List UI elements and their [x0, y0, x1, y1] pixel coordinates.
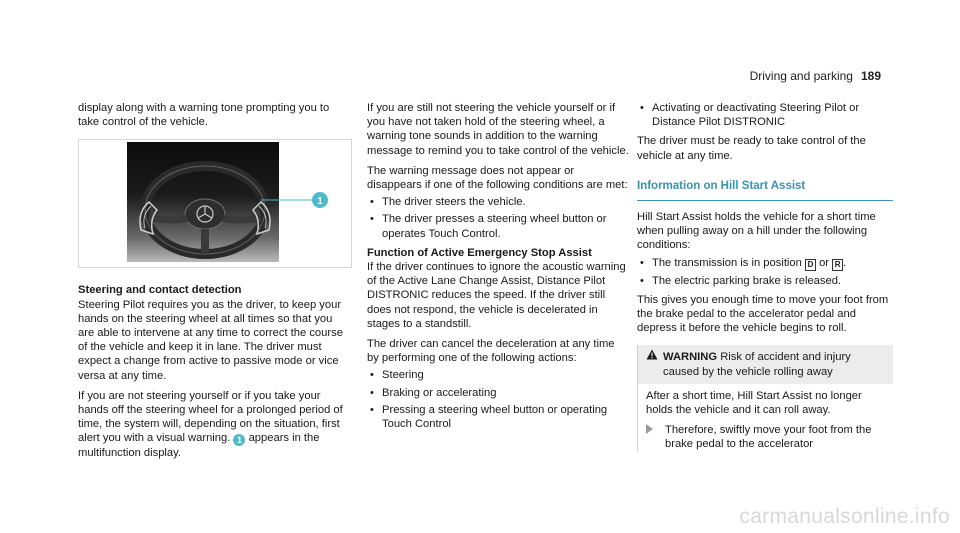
bullet-icon: •: [370, 213, 374, 226]
col2-para3: If the driver continues to ignore the acoustic warning of the Active Lane Change Assist, Distance Pilot DISTRONIC reduces the speed. If the driver still does not respond, the vehicle is decelerated in stages to a standstill.: [367, 261, 626, 330]
bullet-icon: •: [640, 274, 644, 287]
col1-para2: [78, 389, 350, 461]
col1-para2-a: If you are not steering yourself or if you take your hands off the steering wheel for a prolonged period of time, the system will, depending on the situation, first alert you with a visual warning.: [78, 389, 343, 445]
figure-callout-label: 1: [317, 196, 323, 208]
bullet-icon: •: [370, 386, 374, 399]
list-item: [367, 368, 629, 382]
list-item-text: The driver presses a steering wheel button or operates Touch Control.: [382, 213, 607, 240]
list-item: [367, 386, 629, 400]
column-3: [637, 101, 893, 452]
col3-list1: [637, 101, 893, 129]
list-item: [637, 101, 893, 129]
warning-header: [638, 345, 893, 383]
bullet-icon: •: [370, 403, 374, 416]
bullet-icon: •: [640, 102, 644, 114]
bullet-icon: •: [640, 256, 644, 269]
col1-intro: display along with a warning tone prompting you to take control of the vehicle.: [78, 102, 330, 129]
col2-para2: The warning message does not appear or disappears if one of the following conditions are met:: [367, 164, 628, 192]
col3-para2: Hill Start Assist holds the vehicle for a short time when pulling away on a hill under the following conditions:: [637, 211, 876, 252]
list-item-text: Steering: [382, 369, 424, 382]
col2-para4: The driver can cancel the deceleration at any time by performing one of the following actions:: [367, 338, 615, 365]
page-header-title: Driving and parking: [749, 69, 853, 83]
list-item-text: The driver steers the vehicle.: [382, 196, 526, 209]
col2-list1: [367, 195, 629, 241]
list-item: [637, 274, 893, 288]
page-number: 189: [860, 69, 881, 83]
list-item-text: Braking or accelerating: [382, 386, 497, 399]
list-item-text: The electric parking brake is released.: [652, 274, 842, 287]
bullet-icon: •: [370, 369, 374, 382]
warning-label: WARNING: [663, 351, 718, 364]
action-arrow-icon: [646, 424, 653, 434]
col2-para1: If you are still not steering the vehicle yourself or if you have not taken hold of the steering wheel, a warning tone sounds in addition to the warning message to remind you to take control of the vehicle.: [367, 102, 629, 157]
warning-text: Risk of accident and injury caused by the vehicle rolling away: [663, 351, 851, 378]
watermark: carmanualsonline.info: [739, 505, 950, 528]
gear-r-key: R: [832, 259, 843, 271]
list-item: [367, 195, 629, 209]
list-item-text: Pressing a steering wheel button or operating Touch Control: [382, 403, 608, 431]
section-title-hill-start: Information on Hill Start Assist: [637, 179, 893, 201]
column-1: [78, 101, 350, 467]
page-header: [750, 69, 881, 83]
warning-action-text: Therefore, swiftly move your foot from the brake pedal to the accelerator: [665, 424, 872, 451]
callout-1-badge: 1: [233, 434, 245, 446]
list-item: [367, 403, 629, 431]
warning-body: After a short time, Hill Start Assist no longer holds the vehicle and it can roll away.: [646, 389, 862, 417]
col3-para1: The driver must be ready to take control of the vehicle at any time.: [637, 135, 866, 162]
heading-steering-contact: Steering and contact detection: [78, 284, 242, 297]
col1-para1: Steering Pilot requires you as the driver, to keep your hands on the steering wheel at all times so that you are able to intervene at any time to correct the course of the vehicle and keep it in lane. The driver must expect a change from active to passive mode or vice versa at any time.: [78, 298, 343, 382]
heading-emergency-stop: Function of Active Emergency Stop Assist: [367, 246, 592, 259]
warning-box: [637, 345, 893, 451]
col2-list2: [367, 368, 629, 431]
list-item: • The transmission is in position D or R .: [640, 256, 847, 269]
list-item-text: The transmission is in position: [652, 256, 802, 269]
col3-para3: This gives you enough time to move your foot from the brake pedal to the accelerator pedal and depress it before the vehicle begins to roll.: [637, 293, 889, 335]
column-2: [367, 101, 629, 436]
steering-wheel-figure: [78, 139, 352, 268]
col1-para2-b: appears in the multifunction display.: [78, 432, 320, 460]
col3-list2: [637, 256, 893, 288]
steering-wheel-icon: [79, 140, 351, 267]
list-item-text: Activating or deactivating Steering Pilot or Distance Pilot DISTRONIC: [652, 102, 860, 129]
warning-triangle-icon: [646, 349, 658, 364]
warning-action: [638, 419, 893, 451]
list-item-or: or: [819, 256, 830, 269]
list-item: [367, 212, 629, 240]
bullet-icon: •: [370, 196, 374, 209]
gear-d-key: D: [805, 259, 816, 271]
